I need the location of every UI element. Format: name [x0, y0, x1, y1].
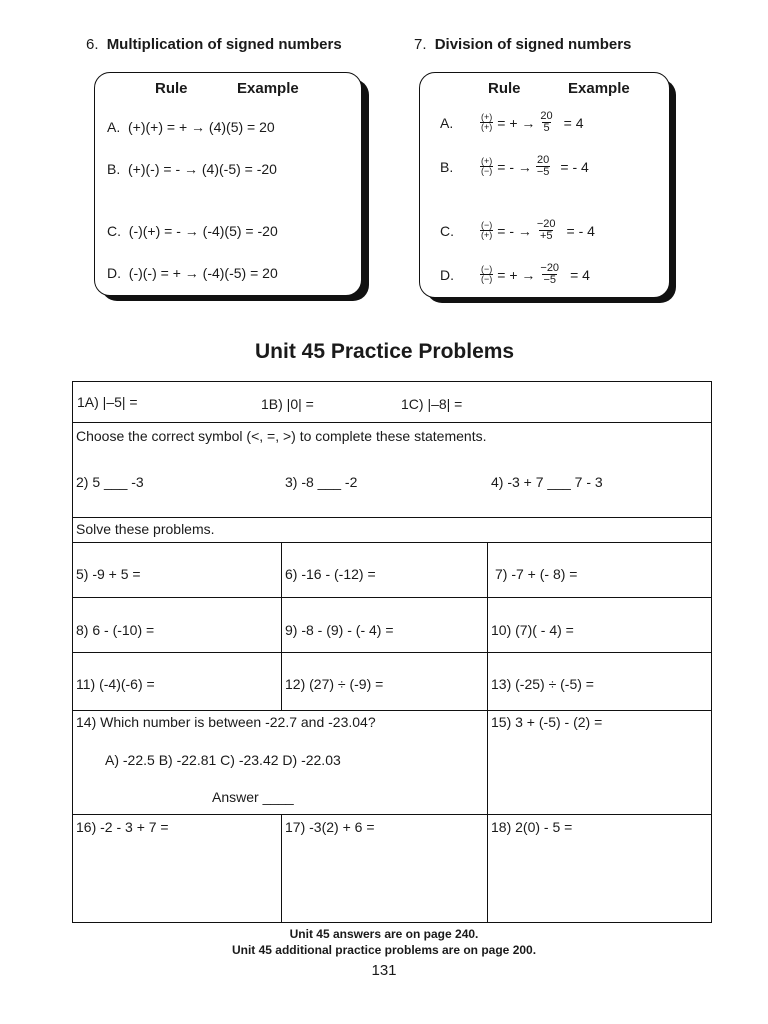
- multiplication-rule-d: D. (-)(-) = + → (-4)(-5) = 20: [107, 265, 278, 281]
- problem-14-choices: A) -22.5 B) -22.81 C) -23.42 D) -22.03: [105, 752, 341, 768]
- page-number: 131: [371, 962, 397, 979]
- table-divider: [73, 542, 711, 543]
- problem-12: 12) (27) ÷ (-9) =: [285, 676, 384, 692]
- problem-15: 15) 3 + (-5) - (2) =: [491, 714, 603, 730]
- multiplication-rule-a: A. (+)(+) = + → (4)(5) = 20: [107, 119, 275, 135]
- table-divider: [281, 542, 282, 710]
- problem-10: 10) (7)( - 4) =: [491, 622, 574, 638]
- multiplication-rule-c: C. (-)(+) = - → (-4)(5) = -20: [107, 223, 278, 239]
- problem-11: 11) (-4)(-6) =: [76, 676, 155, 692]
- problem-16: 16) -2 - 3 + 7 =: [76, 819, 169, 835]
- problem-17: 17) -3(2) + 6 =: [285, 819, 375, 835]
- multiplication-rule-b: B. (+)(-) = - → (4)(-5) = -20: [107, 161, 277, 177]
- section-6-title: Multiplication of signed numbers: [106, 36, 342, 53]
- table-divider: [73, 517, 711, 518]
- problem-3: 3) -8 ___ -2: [285, 474, 358, 490]
- additional-practice-note: Unit 45 additional practice problems are on page 200.: [231, 943, 537, 957]
- answers-note: Unit 45 answers are on page 240.: [289, 927, 479, 941]
- section-7-heading: [414, 36, 631, 53]
- problem-14-answer: Answer ____: [212, 789, 294, 805]
- problem-1c: 1C) |–8| =: [401, 396, 463, 412]
- problem-5: 5) -9 + 5 =: [76, 566, 141, 582]
- page-title: Unit 45 Practice Problems: [255, 340, 515, 363]
- division-rule-d: D. $\frac{(-)}{(-)}$ = + → $\frac{-20}{-5}$ = 4: [440, 262, 590, 286]
- problem-2: 2) 5 ___ -3: [76, 474, 144, 490]
- problem-9: 9) -8 - (9) - (- 4) =: [285, 622, 394, 638]
- problem-7: 7) -7 + (- 8) =: [495, 566, 578, 582]
- instruction-symbols: Choose the correct symbol (<, =, >) to complete these statements.: [76, 428, 487, 444]
- problem-4: 4) -3 + 7 ___ 7 - 3: [491, 474, 603, 490]
- section-6-heading: [86, 36, 342, 53]
- division-rule-c: C. $\frac{(-)}{(+)}$ = - → $\frac{-20}{+5}$ = - 4: [440, 218, 595, 242]
- table-divider: [73, 652, 711, 653]
- problem-14: 14) Which number is between -22.7 and -23.04?: [76, 714, 376, 730]
- problem-6: 6) -16 - (-12) =: [285, 566, 376, 582]
- table-divider: [281, 814, 282, 923]
- section-7-title: Division of signed numbers: [434, 36, 632, 53]
- division-rule-box: [419, 72, 670, 298]
- table-divider: [73, 710, 711, 711]
- rule-header: Rule: [155, 80, 188, 97]
- practice-problems-table: [72, 381, 712, 923]
- section-7-number: 7.: [414, 36, 427, 53]
- rule-header: Rule: [488, 80, 521, 97]
- problem-1a: 1A) |–5| =: [77, 394, 138, 410]
- problem-18: 18) 2(0) - 5 =: [491, 819, 573, 835]
- problem-8: 8) 6 - (-10) =: [76, 622, 155, 638]
- problem-1b: 1B) |0| =: [261, 396, 314, 412]
- instruction-solve: Solve these problems.: [76, 521, 215, 537]
- example-header: Example: [237, 80, 299, 97]
- table-divider: [73, 422, 711, 423]
- section-6-number: 6.: [86, 36, 99, 53]
- table-divider: [73, 597, 711, 598]
- table-divider: [73, 814, 711, 815]
- multiplication-rule-box: [94, 72, 362, 296]
- division-rule-b: B. $\frac{(+)}{(-)}$ = - → $\frac{20}{-5}$ = - 4: [440, 154, 589, 178]
- table-divider: [487, 542, 488, 923]
- problem-13: 13) (-25) ÷ (-5) =: [491, 676, 594, 692]
- example-header: Example: [568, 80, 630, 97]
- division-rule-a: A. $\frac{(+)}{(+)}$ = + → $\frac{20}{5}$ = 4: [440, 110, 584, 134]
